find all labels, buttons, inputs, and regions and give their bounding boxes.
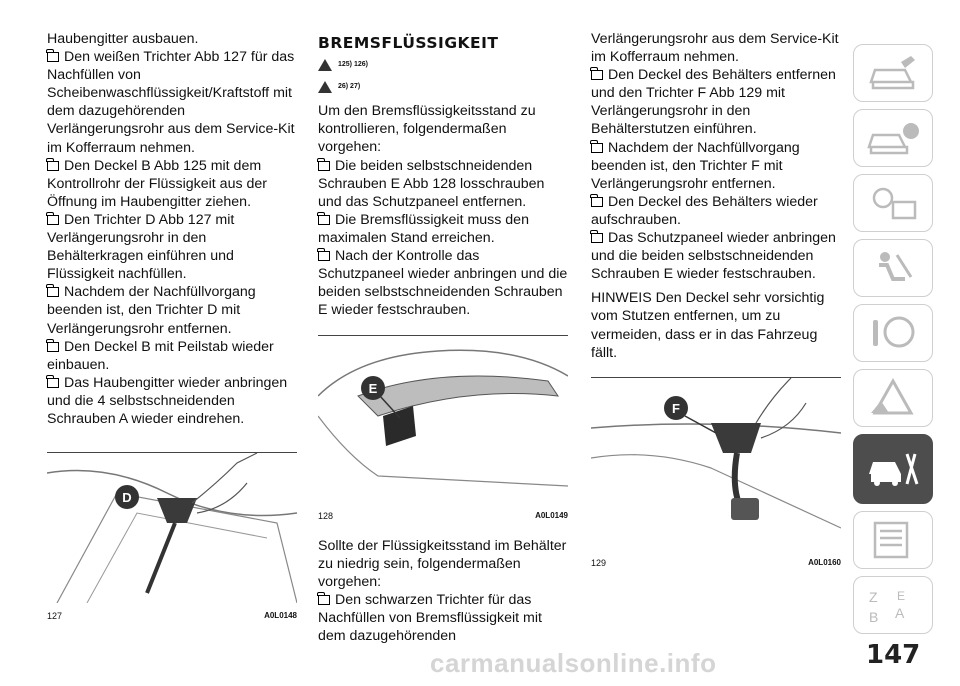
intro-text: Sollte der Flüssigkeitsstand im Behälter zu niedrig sein, folgendermaßen vorgehen: bbox=[318, 538, 567, 591]
warning-ref-1: 125) 126) bbox=[318, 56, 568, 74]
watermark: carmanualsonline.info bbox=[430, 648, 717, 678]
text-line: Verlängerungsrohr aus dem Service-Kit im Kofferraum nehmen. bbox=[591, 31, 839, 66]
tab-steering-key[interactable] bbox=[853, 304, 933, 362]
section-heading: BREMSFLÜSSIGKEIT bbox=[318, 34, 499, 52]
hand-bullet-icon bbox=[47, 287, 59, 297]
figure-129 bbox=[591, 377, 841, 568]
callout-label: D bbox=[122, 490, 132, 505]
figure-127 bbox=[47, 452, 297, 621]
tab-seat-airbag[interactable] bbox=[853, 239, 933, 297]
car-service-icon bbox=[865, 448, 921, 490]
hand-bullet-icon bbox=[318, 251, 330, 261]
figure-127-illustration bbox=[47, 453, 297, 603]
bullet-item: Das Haubengitter wieder anbringen und die 4 selbstschneidenden Schrauben A wieder eindrehen. bbox=[47, 374, 288, 427]
figure-caption bbox=[318, 511, 568, 521]
figure-code: A0L0148 bbox=[264, 611, 297, 620]
warning-triangle-icon bbox=[318, 59, 332, 71]
text-line: Haubengitter ausbauen. bbox=[47, 31, 199, 47]
bullet-item: Die beiden selbstschneidenden Schrauben E Abb 128 losschrauben und das Schutzpaneel entfernen. bbox=[318, 157, 545, 210]
hand-bullet-icon bbox=[47, 378, 59, 388]
breakdown-triangle-icon bbox=[865, 377, 921, 419]
hand-bullet-icon bbox=[47, 215, 59, 225]
bullet-item: Den weißen Trichter Abb 127 für das Nachfüllen von Scheibenwaschflüssigkeit/Kraftstoff mit dem dazugehörenden Verlängerungsrohr aus dem Service-Kit im Kofferraum nehmen. bbox=[47, 49, 295, 156]
intro-text: Um den Bremsflüssigkeitsstand zu kontrollieren, folgendermaßen vorgehen: bbox=[318, 103, 536, 156]
figure-caption bbox=[591, 558, 841, 568]
bullet-item: Nach der Kontrolle das Schutzpaneel wieder anbringen und die beiden selbstschneidenden Schrauben E wieder festschrauben. bbox=[318, 248, 568, 319]
note-text: HINWEIS Den Deckel sehr vorsichtig vom Stutzen entfernen, um zu vermeiden, dass er in das Fahrzeug fällt. bbox=[591, 290, 825, 361]
tab-list[interactable] bbox=[853, 511, 933, 569]
list-icon bbox=[865, 519, 921, 561]
bullet-item: Den Trichter D Abb 127 mit Verlängerungsrohr in den Behälterkragen einführen und Flüssigkeit nachfüllen. bbox=[47, 211, 235, 283]
bullet-item: Nachdem der Nachfüllvorgang beenden ist, den Trichter D mit Verlängerungsrohr entfernen. bbox=[47, 284, 256, 337]
index-letters-icon bbox=[865, 584, 921, 626]
figure-code: A0L0149 bbox=[535, 511, 568, 520]
hand-bullet-icon bbox=[318, 595, 330, 605]
hand-bullet-icon bbox=[47, 52, 59, 62]
tab-breakdown[interactable] bbox=[853, 369, 933, 427]
bullet-item: Den Deckel B mit Peilstab wieder einbauen. bbox=[47, 338, 274, 373]
bullet-item: Das Schutzpaneel wieder anbringen und die beiden selbstschneidenden Schrauben E wieder festschrauben. bbox=[591, 230, 836, 283]
figure-caption bbox=[47, 611, 297, 621]
callout-label: E bbox=[368, 381, 378, 396]
bullet-item: Den Deckel B Abb 125 mit dem Kontrollrohr der Flüssigkeit aus der Öffnung im Haubengitter ziehen. bbox=[47, 157, 268, 210]
svg-text:A: A bbox=[895, 605, 905, 621]
figure-128 bbox=[318, 335, 568, 521]
bullet-item: Den Deckel des Behälters entfernen und den Trichter F Abb 129 mit Verlängerungsrohr in den Behälterstutzen einführen. bbox=[591, 67, 836, 138]
column-2 bbox=[318, 34, 568, 319]
column-3 bbox=[591, 30, 841, 362]
bullet-item: Den Deckel des Behälters wieder aufschrauben. bbox=[591, 193, 818, 228]
bullet-item: Nachdem der Nachfüllvorgang beenden ist, den Trichter F mit Verlängerungsrohr entfernen. bbox=[591, 139, 800, 192]
tab-car-service[interactable] bbox=[853, 434, 933, 504]
figure-code: A0L0160 bbox=[808, 558, 841, 567]
tab-index[interactable] bbox=[853, 576, 933, 634]
svg-text:E: E bbox=[897, 589, 906, 603]
car-info-icon bbox=[865, 52, 921, 94]
steering-key-icon bbox=[865, 312, 921, 354]
chapter-sidebar bbox=[853, 44, 933, 641]
hand-bullet-icon bbox=[47, 342, 59, 352]
seat-airbag-icon bbox=[865, 247, 921, 289]
svg-text:Z: Z bbox=[869, 589, 878, 605]
hand-bullet-icon bbox=[591, 70, 603, 80]
figure-number: 128 bbox=[318, 511, 334, 521]
tab-warning-lights[interactable] bbox=[853, 174, 933, 232]
column-1 bbox=[47, 30, 297, 428]
hand-bullet-icon bbox=[318, 161, 330, 171]
tab-car-i[interactable] bbox=[853, 109, 933, 167]
bullet-item: Die Bremsflüssigkeit muss den maximalen Stand erreichen. bbox=[318, 211, 529, 246]
figure-128-illustration bbox=[318, 336, 568, 504]
svg-text:B: B bbox=[869, 609, 879, 625]
column-2-lower bbox=[318, 537, 568, 646]
hand-bullet-icon bbox=[591, 143, 603, 153]
figure-129-illustration bbox=[591, 378, 841, 550]
warning-triangle-icon bbox=[318, 81, 332, 93]
warning-ref-2: 26) 27) bbox=[318, 78, 568, 96]
callout-label: F bbox=[672, 401, 680, 416]
figure-number: 129 bbox=[591, 558, 607, 568]
bullet-item: Den schwarzen Trichter für das Nachfüllen von Bremsflüssigkeit mit dem dazugehörenden bbox=[318, 592, 542, 645]
hand-bullet-icon bbox=[591, 233, 603, 243]
hand-bullet-icon bbox=[591, 197, 603, 207]
car-i-icon bbox=[865, 117, 921, 159]
figure-number: 127 bbox=[47, 611, 63, 621]
hand-bullet-icon bbox=[47, 161, 59, 171]
tab-car-info[interactable] bbox=[853, 44, 933, 102]
warning-lights-icon bbox=[865, 182, 921, 224]
page-number: 147 bbox=[866, 640, 921, 670]
hand-bullet-icon bbox=[318, 215, 330, 225]
